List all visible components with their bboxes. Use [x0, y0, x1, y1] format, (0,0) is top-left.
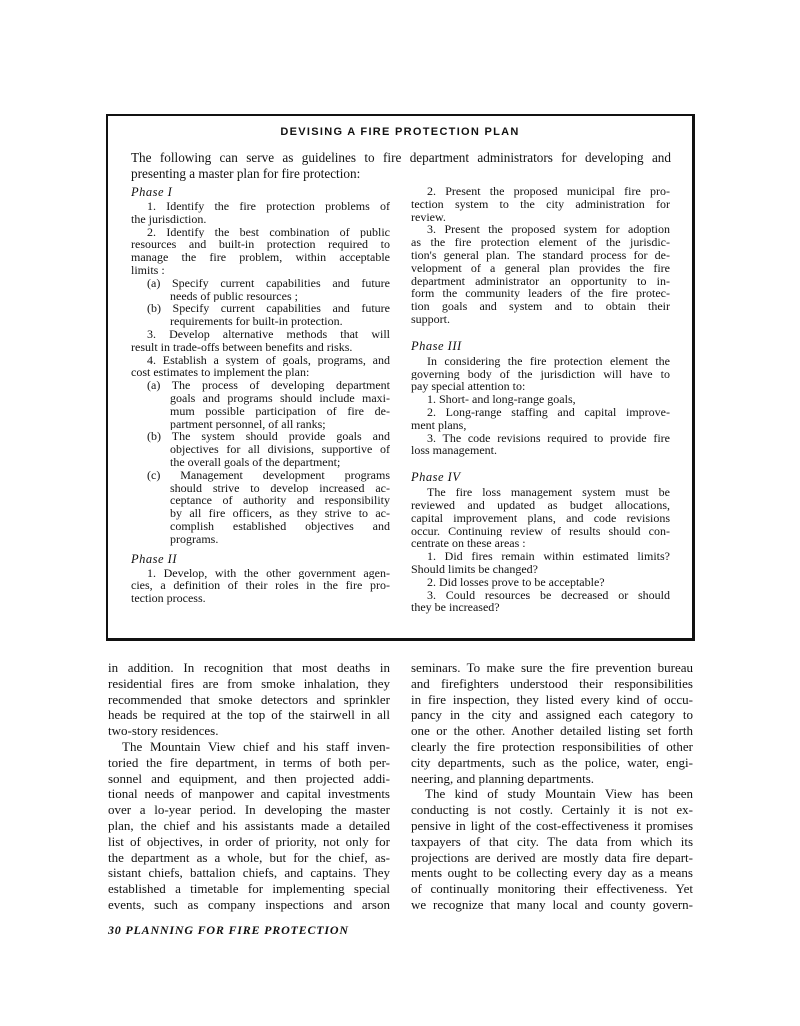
text-line: cies, a definition of their roles in the fire pro- [131, 579, 390, 593]
text-line: velopment of a general plan provides the fire [411, 261, 670, 275]
text-line: (c) Management development programs [147, 468, 390, 482]
text-line: department administrator an opportunity to in- [411, 274, 670, 288]
text-line: as the fire protection element of the jurisdic- [411, 236, 670, 249]
text-line: governing body of the jurisdiction will have to [411, 367, 670, 381]
body-left-column [108, 660, 390, 913]
body-right-column [411, 660, 693, 913]
text-line: capital improvement plans, and code revisions [411, 511, 670, 525]
text-line: projections are derived are mostly data fire depart- [411, 849, 693, 865]
text-line: Should limits be changed? [411, 562, 538, 576]
text-line: 3. Could resources be decreased or should [427, 588, 670, 602]
text-line: tional needs of manpower and capital investments [108, 786, 390, 802]
text-line: tection process. [131, 592, 206, 605]
text-line: In considering the fire protection element the [427, 354, 670, 368]
text-line: 1. Identify the fire protection problems of [147, 200, 390, 213]
text-line: manage the fire problem, within acceptable [131, 251, 390, 264]
text-line: ment plans, [411, 418, 467, 432]
text-line: 2. Identify the best combination of public [147, 225, 390, 239]
text-line: 4. Establish a system of goals, programs, and [147, 353, 390, 367]
text-line: The fire loss management system must be [427, 486, 670, 499]
text-line: plan, the chief and his assistants made a detailed [108, 817, 390, 833]
text-line: of continually monitoring their effectiveness. Yet [411, 881, 693, 897]
text-line: toried the fire department, in terms of both per- [108, 754, 390, 770]
text-line: established a timetable for implementing special [108, 881, 390, 897]
text-line: pensive in light of the cost-effectiveness it promises [411, 817, 693, 833]
text-line: recommended that smoke detectors and sprinkler [108, 691, 390, 707]
box-left-column [131, 185, 390, 605]
text-line: (b) The system should provide goals and [147, 430, 390, 444]
text-line: 3. Develop alternative methods that will [147, 327, 390, 341]
sidebar-box-fire-protection-plan [106, 114, 695, 641]
text-line: requirements for built-in protection. [170, 315, 343, 328]
text-line: reviewed and updated as budget allocations, [411, 498, 670, 512]
text-line: The kind of study Mountain View has been [425, 786, 693, 802]
text-line: complish established objectives and [170, 519, 390, 533]
text-line: cost estimates to implement the plan: [131, 366, 310, 380]
text-line: the department as a whole, but for the chief, as- [108, 849, 390, 865]
text-line: goals and programs should include maxi- [170, 391, 390, 405]
text-line: tion goals and system and to obtain their [411, 300, 670, 313]
section-heading: Phase IV [411, 470, 461, 485]
text-line: tion's general plan. The standard process for de- [411, 248, 670, 262]
text-line: (a) The process of developing department [147, 379, 390, 392]
section-heading: Phase III [411, 338, 462, 353]
text-line: The following can serve as guidelines to fire department administrators for developing and [131, 150, 671, 165]
section-heading: Phase I [131, 185, 173, 199]
text-line: (b) Specify current capabilities and future [147, 302, 390, 316]
text-line: two-story residences. [108, 723, 219, 739]
text-line: the jurisdiction. [131, 212, 207, 226]
text-line: partment personnel, of all ranks; [170, 417, 326, 431]
text-line: result in trade-offs between benefits and risks. [131, 340, 353, 354]
text-line: 2. Did losses prove to be acceptable? [427, 575, 605, 589]
text-line: resources and built-in protection required to [131, 238, 390, 252]
text-line: 1. Did fires remain within estimated limits? [427, 550, 670, 563]
text-line: ments ought to be collecting every day as a means [411, 865, 693, 881]
text-line: presenting a master plan for fire protection: [131, 166, 361, 181]
text-line: 2. Long-range staffing and capital improve- [427, 405, 670, 419]
text-line: over a lo-year period. In developing the master [108, 802, 390, 818]
text-line: programs. [170, 532, 219, 546]
text-line: The Mountain View chief and his staff inven- [122, 738, 390, 754]
text-line: in fire inspection, they listed every kind of occu- [411, 691, 693, 707]
text-line: sonnel and equipment, and then projected addi- [108, 770, 390, 786]
text-line: list of objectives, in order of priority, not only for [108, 833, 390, 849]
text-line: heads be required at the top of the stairwell in all [108, 707, 390, 723]
text-line: 1. Develop, with the other government agen- [147, 566, 390, 580]
text-line: should strive to develop increased ac- [170, 481, 390, 495]
text-line: events, such as company inspections and arson [108, 896, 390, 912]
box-intro [131, 150, 671, 182]
text-line: mum possible participation of fire de- [170, 404, 390, 418]
text-line: 1. Short- and long-range goals, [427, 393, 576, 406]
text-line: tection system to the city administration for [411, 197, 670, 211]
text-line: limits : [131, 263, 165, 277]
text-line: (a) Specify current capabilities and future [147, 276, 390, 290]
text-line: support. [411, 312, 450, 326]
text-line: residential fires are from smoke inhalation, they [108, 675, 390, 691]
text-line: loss management. [411, 444, 497, 458]
text-line: they be increased? [411, 601, 500, 615]
text-line: taxpayers of that city. The data from which its [411, 833, 693, 849]
text-line: conducting is not costly. Certainly it is not ex- [411, 802, 693, 818]
text-line: and firefighters understood their responsibilities [411, 675, 693, 691]
text-line: occur. Continuing review of results should con- [411, 524, 670, 538]
text-line: centrate on these areas : [411, 537, 526, 551]
page-footer: 30 PLANNING FOR FIRE PROTECTION [108, 923, 349, 937]
section-heading: Phase II [131, 551, 177, 566]
text-line: 2. Present the proposed municipal fire pro- [427, 185, 670, 198]
text-line: form the community leaders of the fire protec- [411, 287, 670, 301]
text-line: pay special attention to: [411, 380, 526, 394]
text-line: objectives for all divisions, supportive of [170, 443, 390, 456]
box-right-column [411, 185, 670, 614]
text-line: city departments, such as the police, water, engi- [411, 754, 693, 770]
text-line: 3. Present the proposed system for adoption [427, 223, 670, 237]
text-line: neering, and planning departments. [411, 770, 595, 786]
text-line: by all fire officers, as they strive to ac- [170, 507, 390, 520]
text-line: review. [411, 210, 446, 224]
text-line: ceptance of authority and responsibility [170, 494, 390, 508]
box-title: DEVISING A FIRE PROTECTION PLAN [280, 126, 520, 138]
text-line: seminars. To make sure the fire prevention bureau [411, 660, 693, 675]
text-line: we recognize that many local and county govern- [411, 896, 693, 912]
text-line: needs of public resources ; [170, 289, 298, 303]
text-line: in addition. In recognition that most deaths in [108, 660, 390, 675]
text-line: clearly the fire protection responsibilities of other [411, 738, 693, 754]
text-line: the overall goals of the department; [170, 455, 341, 469]
text-line: 3. The code revisions required to provide fire [427, 431, 670, 445]
text-line: sistant chiefs, battalion chiefs, and captains. They [108, 865, 390, 881]
text-line: pancy in the city and assigned each category to [411, 707, 693, 723]
text-line: one or the other. Another detailed listing set forth [411, 723, 693, 739]
